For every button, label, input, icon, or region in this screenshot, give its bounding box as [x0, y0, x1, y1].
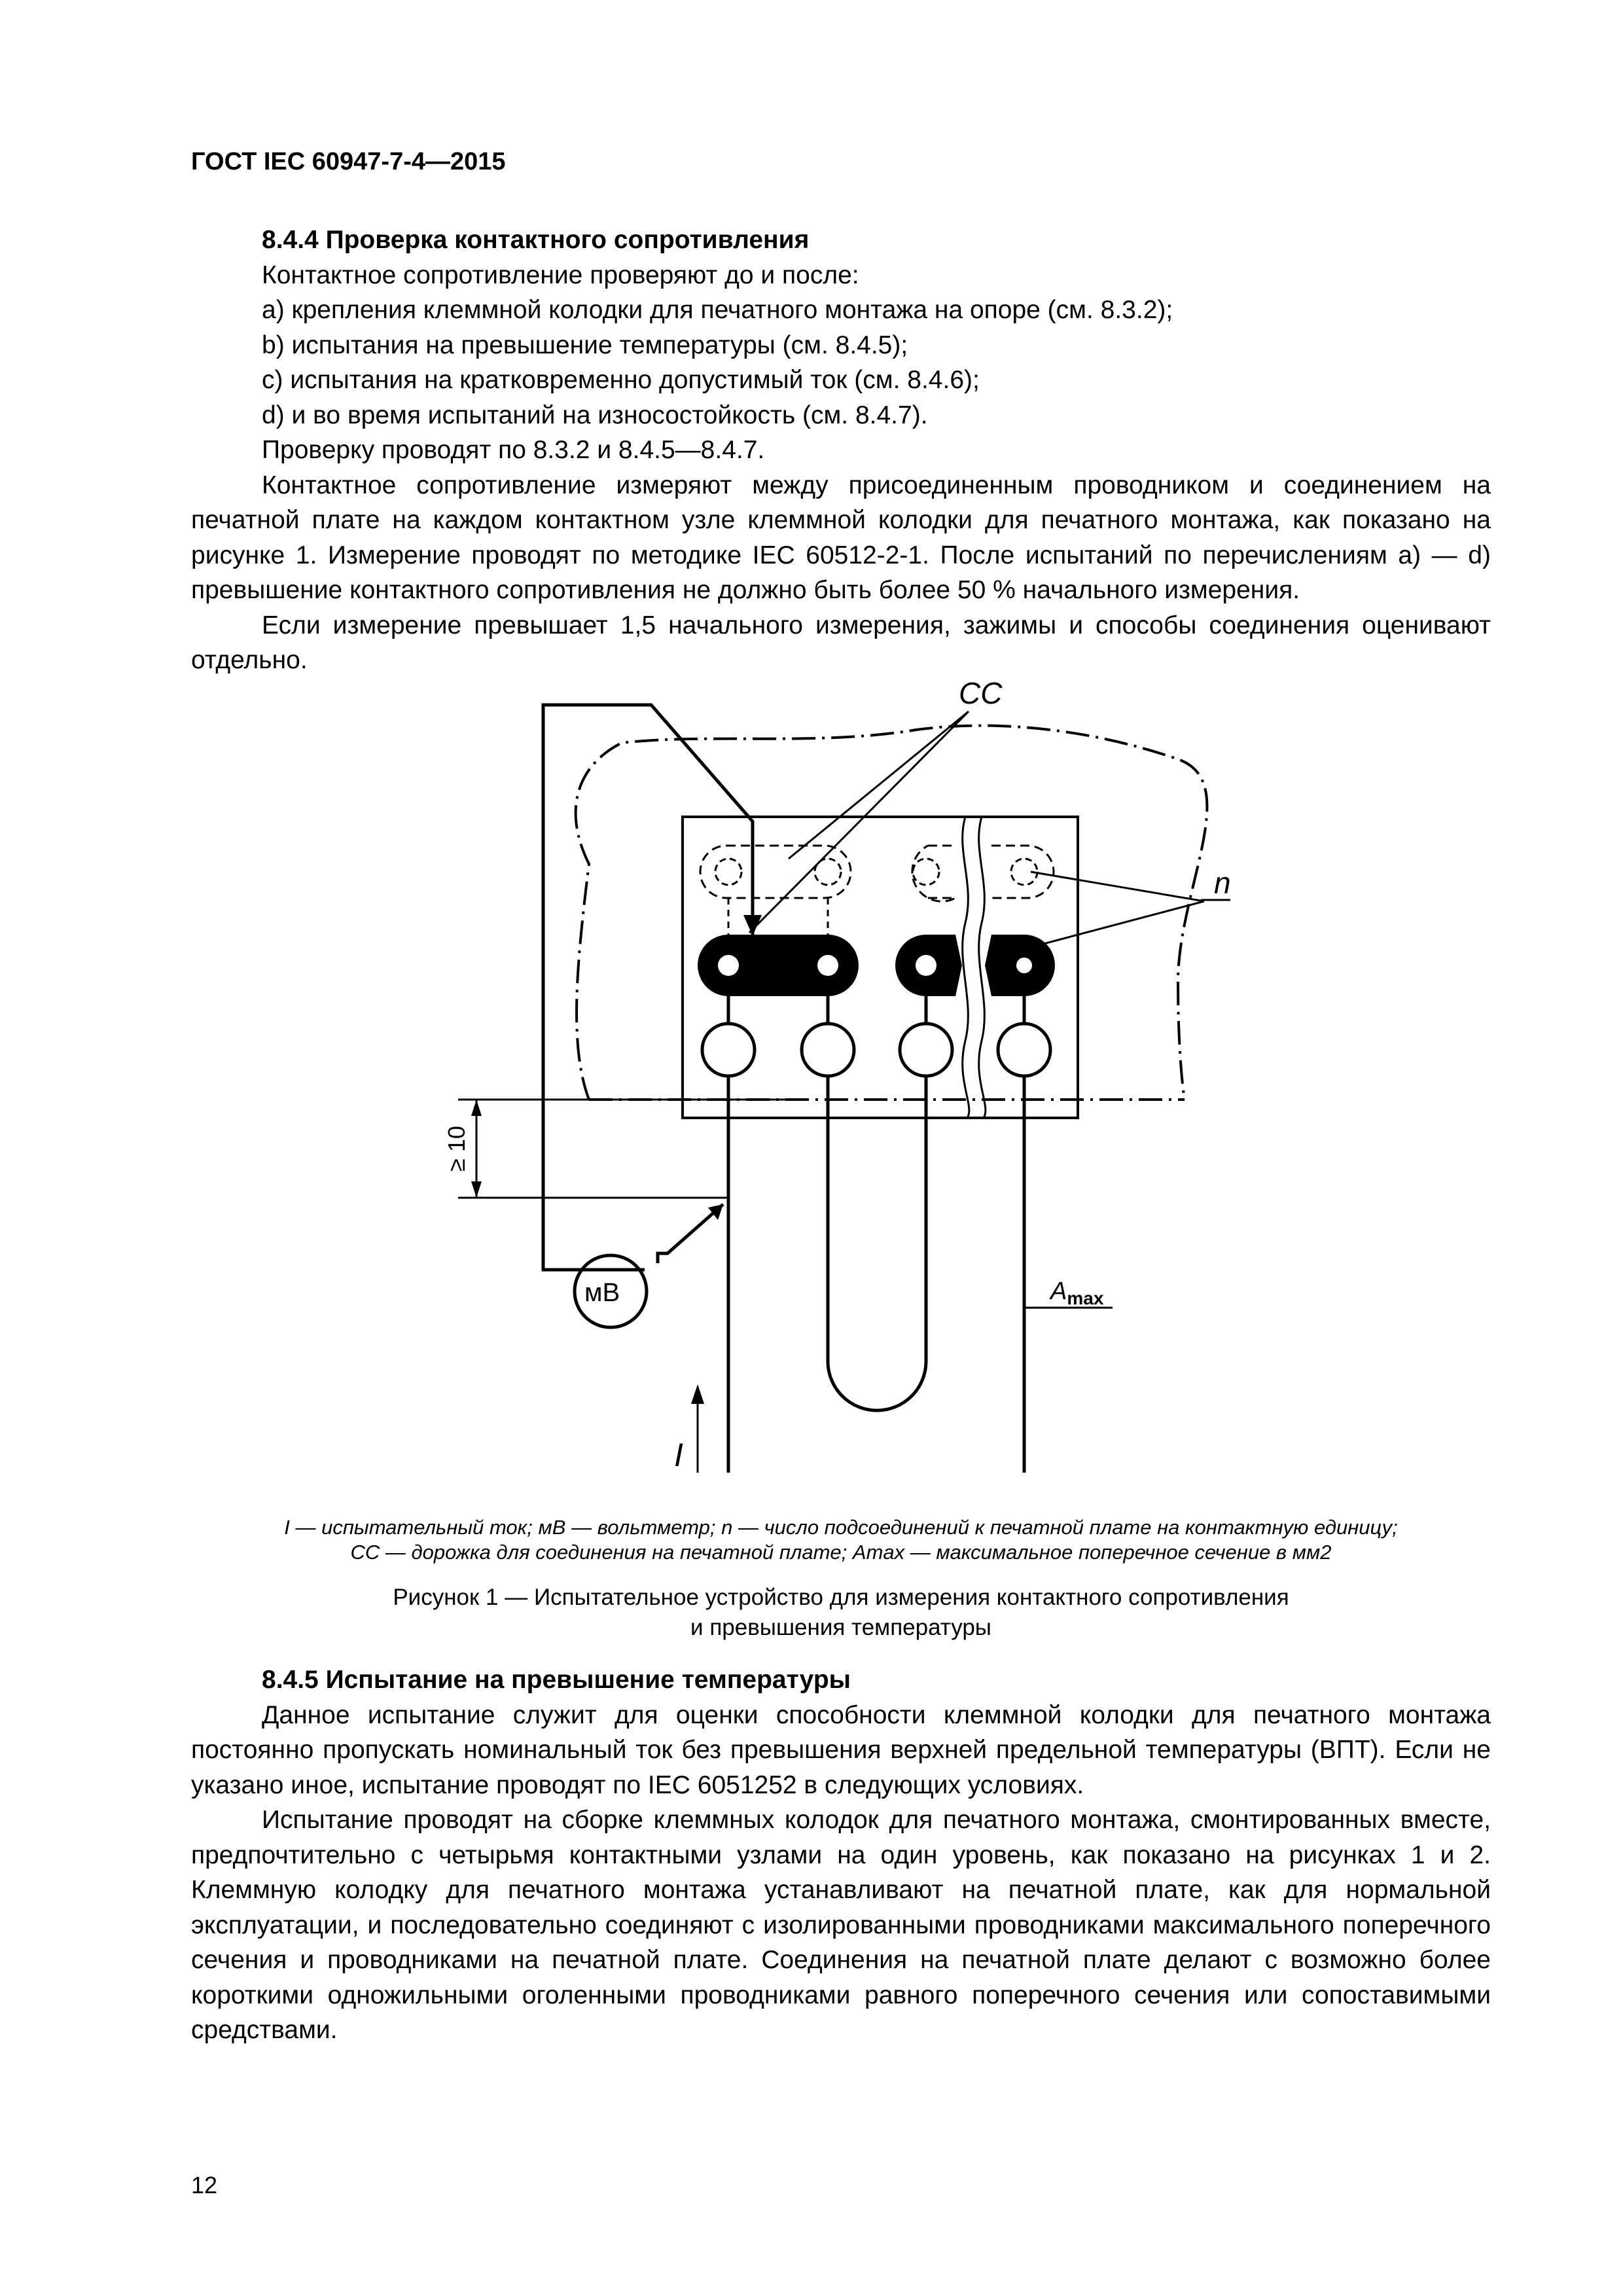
- arrow-head: [691, 1384, 704, 1404]
- pcb-outline: [576, 726, 1207, 1100]
- caption-line: и превышения температуры: [690, 1615, 991, 1640]
- paragraph: Контактное сопротивление измеряют между присоединенным проводником и соединением на печатной плате на каждом контактном узле клеммной колодки для печатного монтажа, как показано на рисунке 1. Измерение проводят по методике IEC 60512-2-1. После испытаний по перечислениям a) — d) превышение контактного сопротивления не должно быть более 50 % начального измерения.: [191, 471, 1491, 604]
- label-current: I: [674, 1437, 683, 1473]
- section-8-4-4: [191, 223, 1491, 678]
- list-item-c: c) испытания на кратковременно допустимый ток (см. 8.4.6);: [262, 366, 980, 394]
- test-setup-diagram: [0, 674, 1623, 1518]
- terminal-screw: [702, 1024, 755, 1076]
- section-8-4-5: [191, 1662, 1491, 2048]
- terminal-screw: [802, 1024, 854, 1076]
- reference-line: Проверку проводят по 8.3.2 и 8.4.5—8.4.7.: [262, 436, 765, 464]
- document-code-header: ГОСТ IEC 60947-7-4—2015: [191, 148, 506, 175]
- figure-caption: [191, 1583, 1491, 1643]
- label-mv: мВ: [584, 1278, 620, 1307]
- paragraph: Данное испытание служит для оценки способности клеммной колодки для печатного монтажа постоянно пропускать номинальный ток без превышения верхней предельной температуры (ВПТ). Если не указано иное, испытание проводят по IEC 6051252 в следующих условиях.: [191, 1700, 1491, 1799]
- legend-line: I — испытательный ток; мВ — вольтметр; n — число подсоединений к печатной плате на контактную единицу;: [284, 1516, 1398, 1539]
- break-line: [979, 817, 986, 1118]
- legend-line: CC — дорожка для соединения на печатной плате; Amax — максимальное поперечное сечение в мм2: [350, 1541, 1332, 1564]
- pcb-pad-hidden: [912, 846, 955, 901]
- intro-line: Контактное сопротивление проверяют до и после:: [262, 260, 859, 289]
- pcb-pad-hidden: [991, 846, 1054, 898]
- paragraph: Если измерение превышает 1,5 начального измерения, зажимы и способы соединения оценивают отдельно.: [191, 611, 1491, 674]
- figure-legend: [191, 1515, 1491, 1565]
- page-number: 12: [191, 2172, 218, 2198]
- paragraph: Испытание проводят на сборке клеммных колодок для печатного монтажа, смонтированных вместе, предпочтительно с четырьмя контактными узлами на один уровень, как показано на рисунках 1 и 2. Клеммную колодку для печатного монтажа устанавливают на печатной плате, как для нормальной эксплуатации, и последовательно соединяют с изолированными проводниками максимального поперечного сечения и проводниками на печатной плате. Соединения на печатной плате делают с возможно более короткими одножильными оголенными проводниками равного поперечного сечения или сопоставимыми средствами.: [191, 1806, 1491, 2044]
- arrow-head: [471, 1100, 482, 1116]
- pcb-hole-hidden: [913, 859, 939, 885]
- label-n: n: [1214, 866, 1231, 900]
- conductor-loop: [828, 1076, 926, 1410]
- section-heading: 8.4.4 Проверка контактного сопротивления: [262, 226, 810, 254]
- figure-1-test-setup: [0, 674, 1623, 1518]
- pcb-hole-hidden: [715, 859, 741, 885]
- arrow-head: [471, 1181, 482, 1198]
- caption-line: Рисунок 1 — Испытательное устройство для измерения контактного сопротивления: [393, 1585, 1289, 1610]
- list-item-b: b) испытания на превышение температуры (см. 8.4.5);: [262, 331, 908, 359]
- label-cc: CC: [959, 676, 1003, 710]
- label-amax: $A_{max}$: [1050, 1278, 1104, 1308]
- section-heading: 8.4.5 Испытание на превышение температуры: [262, 1666, 851, 1694]
- terminal-screw: [900, 1024, 952, 1076]
- break-line: [963, 817, 969, 1118]
- list-item-a: a) крепления клеммной колодки для печатного монтажа на опоре (см. 8.3.2);: [262, 296, 1173, 324]
- label-dimension: ≥ 10: [443, 1126, 470, 1172]
- arrow-head: [743, 915, 762, 936]
- terminal-screw: [998, 1024, 1050, 1076]
- list-item-d: d) и во время испытаний на износостойкость (см. 8.4.7).: [262, 401, 928, 429]
